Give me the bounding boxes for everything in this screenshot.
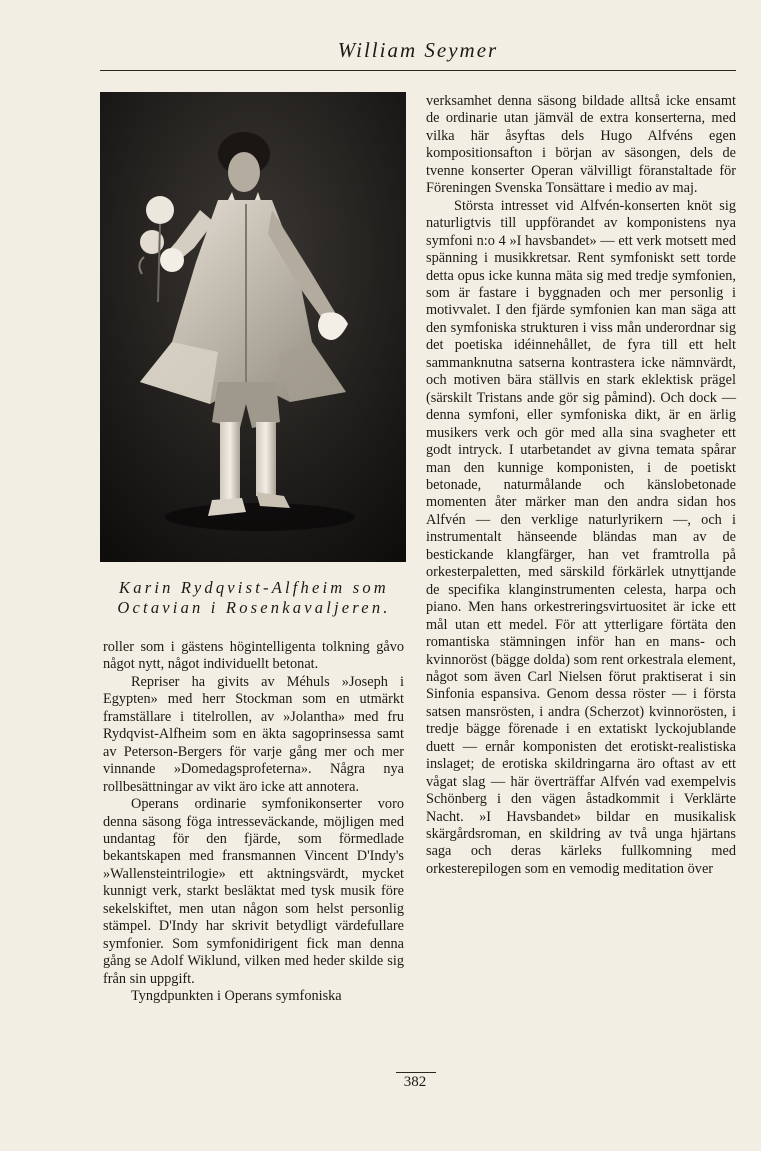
right-paragraph-1: verksamhet denna säsong bildade alltså icke ensamt de ordinarie utan jämväl de extra konserterna, med vilka här åsyftas dels Hugo Alfvéns egen kompositionsafton i början av säsongen, dels de tvenne konserter Operan välvilligt föranstaltade för Föreningen Svenska Tonsättare i medio av maj.	[426, 93, 736, 197]
header-rule	[100, 70, 736, 71]
portrait-illustration	[100, 92, 406, 562]
photo-caption	[104, 578, 404, 618]
left-paragraph-4: Tyngdpunkten i Operans symfoniska	[131, 988, 342, 1005]
page-number: 382	[403, 1074, 427, 1090]
right-column	[426, 93, 736, 878]
folio-rule	[396, 1072, 436, 1073]
left-paragraph-3: Operans ordinarie symfonikonserter voro denna säsong föga intresseväckande, möjligen med undantag för den fjärde, som förmedlade bekantskapen med fransmannen Vincent D'Indy's »Wallensteintrilogie» ett aktningsvärdt, mycket kunnigt verk, starkt besläktat med tysk musik före sekelskiftet, men utan någon som helst personlig stämpel. D'Indy har skrivit betydligt värdefullare symfonier. Som symfonidirigent fick man denna gång se Adolf Wiklund, vilken med heder skilde sig från sin uppgift.	[103, 796, 404, 987]
caption-line-1: Karin Rydqvist-Alfheim som	[119, 578, 389, 597]
caption-line-2: Octavian i Rosenkavaljeren.	[117, 598, 391, 617]
left-paragraph-2: Repriser ha givits av Méhuls »Joseph i Egypten» med herr Stockman som en utmärkt framställare i titelrollen, av »Jolantha» med fru Rydqvist-Alfheim som en äkta sagoprinsessa samt av Peterson-Bergers för varje gång mer och mer vinnande »Domedagsprofeterna». Några nya rollbesättningar av vikt äro icke att annotera.	[103, 673, 404, 795]
portrait-photo	[100, 92, 406, 562]
left-paragraph-1: roller som i gästens högintelligenta tolkning gåvo något nytt, något individuellt betonat.	[103, 639, 404, 673]
running-head: William Seymer	[337, 38, 499, 62]
right-paragraph-2: Största intresset vid Alfvén-konserten knöt sig naturligtvis till uppförandet av komponistens nya symfoni n:o 4 »I havsbandet» — ett verk motsett med spänning i musikkretsar. Rent symfoniskt sett torde detta opus icke kunna mäta sig med tredje symfonien, som är fastare i byggnaden och mer personlig i motivvalet. I den fjärde symfonien kan man säga att den symfoniska strukturen i viss mån underordnar sig det poetiska idéinnehållet, de fyra till ett helt sammanknutna satserna kontrastera icke nämnvärdt, och motiven bära ställvis en stark eklektisk prägel (särskilt Tristans ande gör sig påmind). Och dock — denna symfoni, eller symfoniska dikt, är en ärlig musikers verk och gör med alla sina svagheter ett godt intryck. I utarbetandet av givna temata spårar man den kunnige komponisten, i de poetiskt betonade, naturmålande och känslobetonade momenten åter märker man den andra sidan hos Alfvén — den verklige naturlyrikern —, och i instrumentalt hänseende bländas man av de bestickande klangfärger, han vet framtrolla på orkesterpaletten, med särskild förkärlek utnyttjande de specifika klanginstrumenten celesta, harpa och piano. Men hans orkestreringsvirtuositet är icke ett mål utan ett medel. För att ytterligare förtäta den romantiska stämningen inför han en mans- och kvinnoröst (bägge dolda) som rent orkestrala element, något som även Carl Nielsen förut praktiserat i sin Sinfonia espansiva. Genom dessa röster — i första satsen mansrösten, i andra (Scherzot) kvinnorösten, i tredje bägge förenade i en extatiskt lyckojublande duett — ernår komponisten det erotiskt-realistiska inslaget; de erotiska skildringarna äro oftast av ett vågat slag — här överträffar Alfvén vad exempelvis Schönberg i den vägen åstadkommit i Verklärte Nacht. »I Havsbandet» bildar en musikalisk skärgårdsroman, en skildring av två unga hjärtans saga och deras kärleks fullkomning med orkesterepilogen som en vemodig meditation över	[426, 197, 736, 877]
left-column	[103, 639, 404, 1006]
